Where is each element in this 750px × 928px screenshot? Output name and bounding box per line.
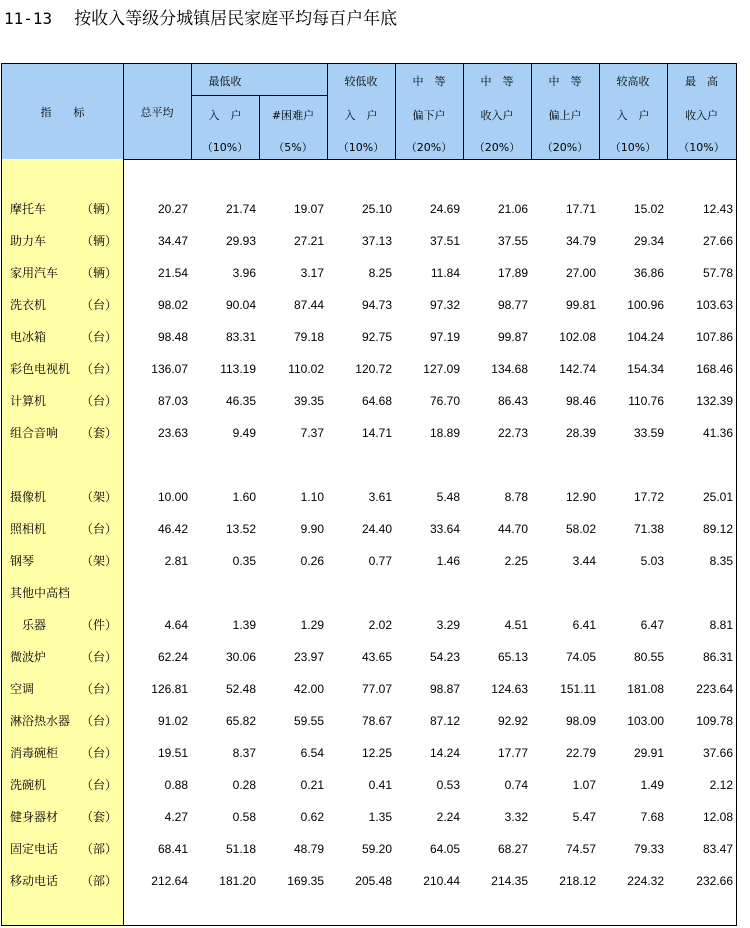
table-cell: 0.62: [300, 810, 324, 824]
header-lowest-pct: （10%）: [201, 141, 249, 154]
table-cell: 1.46: [436, 554, 460, 568]
table-cell: 91.02: [157, 714, 188, 728]
table-cell: 0.58: [232, 810, 256, 824]
table-cell: 0.41: [368, 778, 392, 792]
table-row: [2, 391, 736, 411]
row-unit: （架）: [81, 554, 118, 568]
row-unit: （辆）: [81, 202, 118, 216]
table-cell: 5.47: [572, 810, 596, 824]
row-label: 洗衣机: [10, 298, 47, 312]
table-cell: 17.89: [497, 266, 528, 280]
header-higher-top: 较高收: [616, 75, 650, 88]
table-cell: 74.05: [565, 650, 596, 664]
table-cell: 8.78: [504, 490, 528, 504]
table-cell: 24.69: [429, 202, 460, 216]
row-label: 计算机: [10, 394, 47, 408]
table-cell: 4.27: [164, 810, 188, 824]
table-cell: 44.70: [497, 522, 528, 536]
table-cell: 7.68: [640, 810, 664, 824]
table-cell: 6.47: [640, 618, 664, 632]
table-cell: 37.66: [702, 746, 733, 760]
table-cell: 83.47: [702, 842, 733, 856]
table-cell: 12.08: [702, 810, 733, 824]
table-cell: 3.17: [300, 266, 324, 280]
table-cell: 2.24: [436, 810, 460, 824]
table-cell: 13.52: [225, 522, 256, 536]
table-cell: 3.96: [232, 266, 256, 280]
table-cell: 3.32: [504, 810, 528, 824]
table-row: [2, 839, 736, 859]
table-cell: 58.02: [565, 522, 596, 536]
table-cell: 90.04: [225, 298, 256, 312]
table-cell: 59.55: [293, 714, 324, 728]
table-cell: 151.11: [560, 682, 596, 696]
table-row: [2, 807, 736, 827]
table-cell: 76.70: [429, 394, 460, 408]
table-row: [2, 647, 736, 667]
table-row: [2, 743, 736, 763]
table-row: [2, 679, 736, 699]
table-cell: 109.78: [696, 714, 733, 728]
table-cell: 2.12: [709, 778, 733, 792]
table-cell: 17.72: [633, 490, 664, 504]
table-cell: 110.76: [628, 394, 664, 408]
row-label: 摩托车: [10, 202, 47, 216]
table-cell: 15.02: [633, 202, 664, 216]
table-cell: 102.08: [559, 330, 596, 344]
table-cell: 8.81: [709, 618, 733, 632]
table-cell: 97.19: [429, 330, 460, 344]
table-cell: 59.20: [361, 842, 392, 856]
table-cell: 168.46: [696, 362, 733, 376]
table-cell: 68.41: [157, 842, 188, 856]
table-cell: 22.79: [565, 746, 596, 760]
table-cell: 57.78: [702, 266, 733, 280]
table-cell: 2.02: [368, 618, 392, 632]
table-row: [2, 327, 736, 347]
table-cell: 0.88: [164, 778, 188, 792]
data-table: [1, 63, 737, 926]
row-unit: （部）: [81, 874, 118, 888]
table-cell: 11.84: [430, 266, 460, 280]
header-lowest-mid: 入 户: [208, 109, 242, 122]
table-cell: 0.35: [232, 554, 256, 568]
header-midlow-pct: （20%）: [405, 141, 453, 154]
table-cell: 21.54: [157, 266, 188, 280]
table-row: [2, 583, 736, 603]
row-unit: （件）: [81, 618, 118, 632]
table-cell: 80.55: [633, 650, 664, 664]
table-cell: 10.00: [157, 490, 188, 504]
table-cell: 127.09: [423, 362, 460, 376]
table-cell: 46.35: [225, 394, 256, 408]
table-number: 11-13: [4, 9, 53, 28]
table-cell: 1.10: [300, 490, 324, 504]
table-cell: 223.64: [696, 682, 733, 696]
table-cell: 1.49: [640, 778, 664, 792]
header-mid-top: 中 等: [480, 75, 514, 88]
table-cell: 224.32: [627, 874, 664, 888]
row-unit: （辆）: [81, 234, 118, 248]
table-cell: 1.35: [368, 810, 392, 824]
header-poor-mid: #困难户: [271, 109, 315, 122]
row-label: 健身器材: [10, 810, 59, 824]
header-highest-top: 最 高: [685, 75, 718, 88]
table-cell: 79.18: [293, 330, 324, 344]
table-cell: 181.20: [219, 874, 256, 888]
table-cell: 25.01: [702, 490, 733, 504]
table-cell: 39.35: [293, 394, 324, 408]
header-highest-pct: （10%）: [678, 141, 725, 154]
table-row: [2, 871, 736, 891]
table-cell: 51.18: [225, 842, 256, 856]
table-cell: 29.93: [225, 234, 256, 248]
header-midhigh-mid: 偏上户: [548, 109, 582, 122]
row-label: 洗碗机: [10, 778, 47, 792]
table-cell: 134.68: [491, 362, 528, 376]
header-higher-pct: （10%）: [609, 141, 657, 154]
header-total: 总平均: [140, 106, 174, 119]
table-cell: 0.21: [300, 778, 324, 792]
table-cell: 87.03: [157, 394, 188, 408]
table-cell: 97.32: [429, 298, 460, 312]
table-cell: 86.43: [497, 394, 528, 408]
header-midhigh-pct: （20%）: [541, 141, 589, 154]
row-label: 钢琴: [10, 554, 35, 568]
table-cell: 1.60: [232, 490, 256, 504]
table-cell: 87.44: [293, 298, 324, 312]
table-cell: 9.49: [232, 426, 256, 440]
table-cell: 34.47: [157, 234, 188, 248]
table-cell: 5.48: [436, 490, 460, 504]
table-cell: 205.48: [355, 874, 392, 888]
table-row: [2, 615, 736, 635]
table-cell: 9.90: [300, 522, 324, 536]
table-cell: 4.51: [504, 618, 528, 632]
table-cell: 214.35: [491, 874, 528, 888]
header-lower-pct: （10%）: [337, 141, 385, 154]
row-label: 其他中高档: [10, 586, 71, 600]
header-midlow-mid: 偏下户: [412, 109, 446, 122]
table-cell: 24.40: [361, 522, 392, 536]
table-cell: 37.51: [429, 234, 460, 248]
table-cell: 113.19: [220, 362, 256, 376]
table-cell: 83.31: [225, 330, 256, 344]
table-cell: 136.07: [151, 362, 188, 376]
table-cell: 5.03: [640, 554, 664, 568]
header-mid-pct: （20%）: [473, 141, 521, 154]
row-unit: （台）: [81, 298, 118, 312]
table-cell: 218.12: [559, 874, 596, 888]
table-row: [2, 423, 736, 443]
table-cell: 98.48: [157, 330, 188, 344]
table-cell: 132.39: [696, 394, 733, 408]
table-cell: 29.34: [633, 234, 664, 248]
row-label: 乐器: [10, 618, 47, 632]
table-cell: 43.65: [361, 650, 392, 664]
table-cell: 2.81: [164, 554, 188, 568]
table-cell: 103.00: [627, 714, 664, 728]
table-cell: 1.07: [572, 778, 596, 792]
table-cell: 6.54: [300, 746, 324, 760]
table-cell: 100.96: [627, 298, 664, 312]
row-label: 电冰箱: [10, 330, 47, 344]
table-cell: 12.43: [702, 202, 733, 216]
table-cell: 86.31: [702, 650, 733, 664]
table-row: [2, 711, 736, 731]
table-cell: 68.27: [497, 842, 528, 856]
table-cell: 181.08: [627, 682, 664, 696]
row-unit: （辆）: [81, 266, 118, 280]
table-cell: 46.42: [157, 522, 188, 536]
table-cell: 29.91: [633, 746, 664, 760]
table-cell: 0.74: [504, 778, 528, 792]
table-cell: 74.57: [565, 842, 596, 856]
table-row: [2, 487, 736, 507]
table-row: [2, 295, 736, 315]
table-cell: 37.13: [361, 234, 392, 248]
table-cell: 14.71: [361, 426, 392, 440]
row-unit: （部）: [81, 842, 118, 856]
table-cell: 33.64: [429, 522, 460, 536]
table-cell: 98.87: [429, 682, 460, 696]
table-cell: 1.39: [232, 618, 256, 632]
table-cell: 99.87: [497, 330, 528, 344]
row-unit: （套）: [81, 426, 118, 440]
table-cell: 23.97: [293, 650, 324, 664]
table-cell: 154.34: [627, 362, 664, 376]
table-cell: 87.12: [429, 714, 460, 728]
table-cell: 18.89: [429, 426, 460, 440]
table-cell: 22.73: [497, 426, 528, 440]
table-cell: 0.28: [232, 778, 256, 792]
row-label: 固定电话: [10, 842, 59, 856]
table-cell: 62.24: [157, 650, 188, 664]
table-cell: 28.39: [565, 426, 596, 440]
table-cell: 98.77: [497, 298, 528, 312]
table-cell: 25.10: [361, 202, 392, 216]
table-cell: 169.35: [287, 874, 324, 888]
header-lower-mid: 入 户: [344, 109, 378, 122]
row-unit: （台）: [81, 682, 118, 696]
header-lowest-top: 最低收: [208, 75, 242, 88]
table-cell: 27.21: [293, 234, 324, 248]
table-cell: 21.74: [225, 202, 256, 216]
row-label: 摄像机: [10, 490, 47, 504]
row-unit: （台）: [81, 778, 118, 792]
table-cell: 120.72: [355, 362, 392, 376]
table-cell: 0.53: [436, 778, 460, 792]
table-cell: 64.05: [429, 842, 460, 856]
header-midhigh-top: 中 等: [548, 75, 582, 88]
row-unit: （台）: [81, 330, 118, 344]
table-cell: 37.55: [497, 234, 528, 248]
row-unit: （台）: [81, 362, 118, 376]
table-cell: 232.66: [696, 874, 733, 888]
table-cell: 71.38: [633, 522, 664, 536]
table-row: [2, 231, 736, 251]
row-label: 淋浴热水器: [10, 714, 71, 728]
table-cell: 0.26: [300, 554, 324, 568]
table-cell: 110.02: [288, 362, 324, 376]
row-label: 消毒碗柜: [10, 746, 59, 760]
row-unit: （套）: [81, 810, 118, 824]
row-label: 空调: [10, 682, 35, 696]
header-mid-mid: 收入户: [480, 109, 514, 122]
table-cell: 126.81: [151, 682, 188, 696]
table-cell: 17.71: [565, 202, 596, 216]
table-cell: 2.25: [504, 554, 528, 568]
table-cell: 0.77: [368, 554, 392, 568]
table-cell: 36.86: [633, 266, 664, 280]
table-cell: 77.07: [361, 682, 392, 696]
table-row: [2, 519, 736, 539]
header-indicator: 指 标: [40, 106, 85, 119]
table-cell: 20.27: [157, 202, 188, 216]
table-cell: 8.25: [368, 266, 392, 280]
table-cell: 34.79: [565, 234, 596, 248]
table-cell: 99.81: [565, 298, 596, 312]
table-cell: 4.64: [164, 618, 188, 632]
table-cell: 6.41: [572, 618, 596, 632]
table-cell: 78.67: [361, 714, 392, 728]
row-label: 家用汽车: [10, 266, 59, 280]
table-cell: 103.63: [696, 298, 733, 312]
table-cell: 42.00: [293, 682, 324, 696]
table-cell: 79.33: [633, 842, 664, 856]
row-unit: （台）: [81, 394, 118, 408]
table-row: [2, 359, 736, 379]
table-cell: 65.82: [225, 714, 256, 728]
row-unit: （台）: [81, 714, 118, 728]
header-highest-mid: 收入户: [685, 109, 718, 122]
table-cell: 41.36: [702, 426, 733, 440]
row-label: 助力车: [10, 234, 47, 248]
table-cell: 12.25: [361, 746, 392, 760]
table-cell: 98.02: [157, 298, 188, 312]
row-label: 移动电话: [10, 874, 59, 888]
table-title: 按收入等级分城镇居民家庭平均每百户年底: [74, 9, 398, 29]
header-poor-pct: （5%）: [273, 141, 313, 154]
table-cell: 92.75: [361, 330, 392, 344]
table-cell: 8.35: [709, 554, 733, 568]
table-cell: 94.73: [361, 298, 392, 312]
table-cell: 142.74: [559, 362, 596, 376]
table-cell: 54.23: [429, 650, 460, 664]
table-cell: 21.06: [497, 202, 528, 216]
table-cell: 27.66: [702, 234, 733, 248]
table-cell: 107.86: [696, 330, 733, 344]
table-cell: 8.37: [232, 746, 256, 760]
row-unit: （架）: [81, 490, 118, 504]
table-cell: 48.79: [293, 842, 324, 856]
row-label: 微波炉: [10, 650, 47, 664]
table-row: [2, 263, 736, 283]
table-cell: 27.00: [565, 266, 596, 280]
row-unit: （台）: [81, 746, 118, 760]
table-cell: 3.44: [572, 554, 596, 568]
table-cell: 33.59: [633, 426, 664, 440]
table-cell: 210.44: [423, 874, 460, 888]
table-row: [2, 551, 736, 571]
table-cell: 7.37: [300, 426, 324, 440]
table-cell: 30.06: [225, 650, 256, 664]
table-cell: 12.90: [565, 490, 596, 504]
table-cell: 212.64: [151, 874, 188, 888]
table-cell: 98.46: [565, 394, 596, 408]
table-row: [2, 775, 736, 795]
table-cell: 92.92: [497, 714, 528, 728]
table-cell: 64.68: [361, 394, 392, 408]
header-lower-top: 较低收: [344, 75, 378, 88]
table-cell: 3.61: [368, 490, 392, 504]
table-cell: 89.12: [702, 522, 733, 536]
table-cell: 14.24: [429, 746, 460, 760]
table-cell: 17.77: [497, 746, 528, 760]
row-unit: （台）: [81, 522, 118, 536]
table-cell: 19.51: [157, 746, 188, 760]
row-unit: （台）: [81, 650, 118, 664]
table-cell: 98.09: [565, 714, 596, 728]
table-cell: 23.63: [157, 426, 188, 440]
row-label: 组合音响: [10, 426, 59, 440]
table-cell: 19.07: [293, 202, 324, 216]
row-label: 彩色电视机: [10, 362, 71, 376]
table-cell: 52.48: [225, 682, 256, 696]
table-cell: 1.29: [300, 618, 324, 632]
table-cell: 65.13: [497, 650, 528, 664]
header-higher-mid: 入 户: [616, 109, 650, 122]
header-midlow-top: 中 等: [412, 75, 446, 88]
table-cell: 124.63: [491, 682, 528, 696]
table-header: [2, 64, 736, 160]
table-row: [2, 199, 736, 219]
row-label: 照相机: [10, 522, 47, 536]
page-title: [4, 6, 397, 32]
table-cell: 104.24: [627, 330, 664, 344]
table-cell: 3.29: [436, 618, 460, 632]
